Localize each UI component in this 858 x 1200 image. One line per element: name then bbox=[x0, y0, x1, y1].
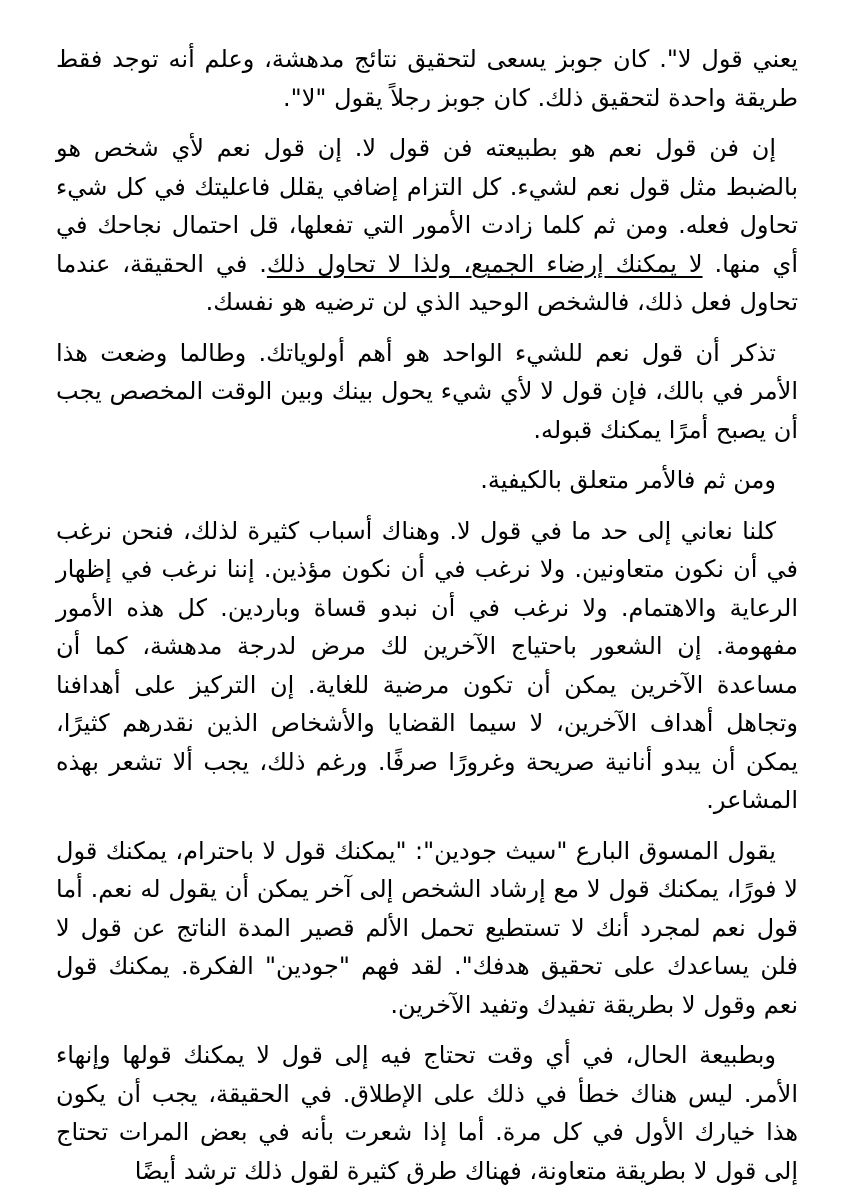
paragraph-2-before: إن فن قول نعم هو بطبيعته فن قول لا. إن قول نعم لأي شخص هو بالضبط مثل قول نعم لشيء. كل التزام إضافي يقلل فاعليتك في كل شيء تحاول فعله. ومن ثم كلما زادت الأمور التي تفعلها، قل احتمال نجاحك في أي منها. bbox=[56, 134, 798, 278]
paragraph-5: كلنا نعاني إلى حد ما في قول لا. وهناك أسباب كثيرة لذلك، فنحن نرغب في أن نكون متعاونين. ولا نرغب في أن نكون مؤذين. إننا نرغب في إظهار الرعاية والاهتمام. ولا نرغب في أن نبدو قساة وباردين. كل هذه الأمور مفهومة. إن الشعور باحتياج الآخرين لك مرض لدرجة مدهشة، كما أن مساعدة الآخرين يمكن أن تكون مرضية للغاية. إن التركيز على أهدافنا وتجاهل أهداف الآخرين، لا سيما القضايا والأشخاص الذين نقدرهم كثيرًا، يمكن أن يبدو أنانية صريحة وغرورًا صرفًا. ورغم ذلك، يجب ألا تشعر بهذه المشاعر. bbox=[56, 516, 798, 814]
paragraph-4: ومن ثم فالأمر متعلق بالكيفية. bbox=[480, 466, 776, 494]
paragraph-2-after: . في الحقيقة، عندما تحاول فعل ذلك، فالشخص الوحيد الذي لن ترضيه هو نفسك. bbox=[56, 249, 798, 316]
paragraph-1: يعني قول لا". كان جوبز يسعى لتحقيق نتائج مدهشة، وعلم أنه توجد فقط طريقة واحدة لتحقيق ذلك. كان جوبز رجلاً يقول "لا". bbox=[56, 45, 798, 112]
paragraph-3: تذكر أن قول نعم للشيء الواحد هو أهم أولوياتك. وطالما وضعت هذا الأمر في بالك، فإن قول لا لأي شيء يحول بينك وبين الوقت المخصص يجب أن يصبح أمرًا يمكنك قبوله. bbox=[56, 338, 798, 444]
paragraph-6: يقول المسوق البارع "سيث جودين": "يمكنك قول لا باحترام، يمكنك قول لا فورًا، يمكنك قول لا مع إرشاد الشخص إلى آخر يمكن أن يقول له نعم. أما قول نعم لمجرد أنك لا تستطيع تحمل الألم قصير المدة الناتج عن قول لا فلن يساعدك على تحقيق هدفك". لقد فهم "جودين" الفكرة. يمكنك قول نعم وقول لا بطريقة تفيدك وتفيد الآخرين. bbox=[56, 836, 798, 1019]
underlined-emphasis: لا يمكنك إرضاء الجميع، ولذا لا تحاول ذلك bbox=[266, 249, 703, 278]
paragraph-7: وبطبيعة الحال، في أي وقت تحتاج فيه إلى قول لا يمكنك قولها وإنهاء الأمر. ليس هناك خطأ في ذلك على الإطلاق. في الحقيقة، يجب أن يكون هذا خيارك الأول في كل مرة. أما إذا شعرت بأنه في بعض المرات تحتاج إلى قول لا بطريقة متعاونة، فهناك طرق كثيرة لقول ذلك ترشد أيضًا bbox=[56, 1041, 798, 1185]
paragraph-2 bbox=[56, 129, 798, 322]
